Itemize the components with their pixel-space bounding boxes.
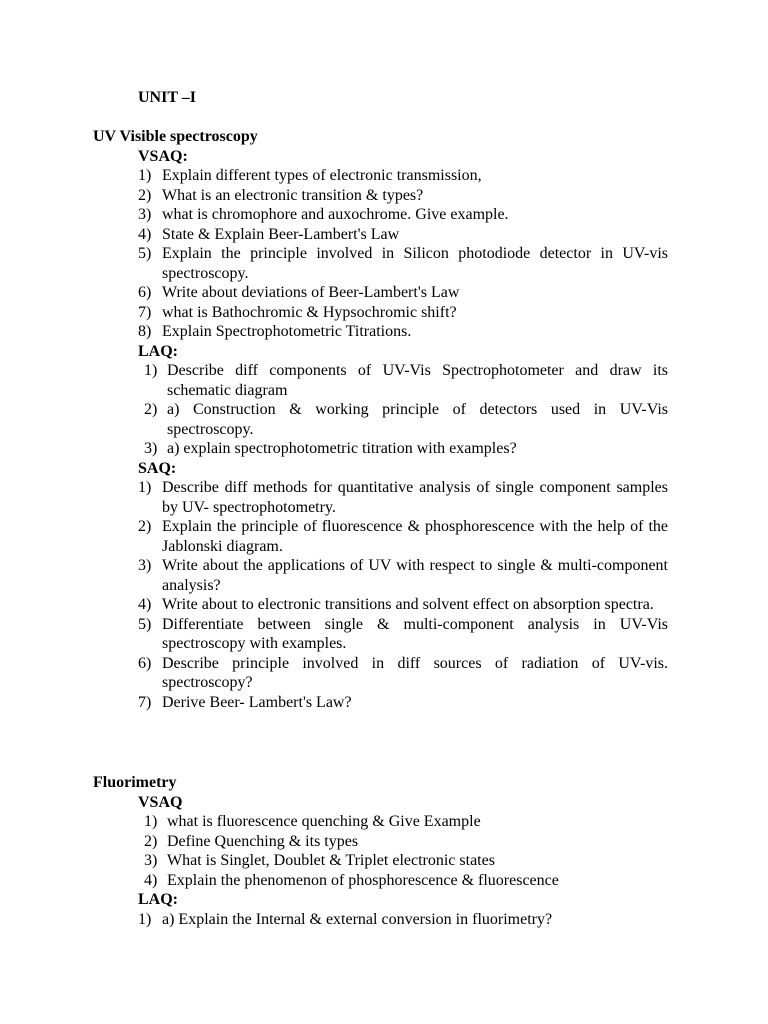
item-number: 7) xyxy=(138,303,152,321)
item-text: what is fluorescence quenching & Give Example xyxy=(167,813,481,830)
list-item xyxy=(138,225,668,245)
item-number: 1) xyxy=(138,167,152,184)
item-text: Write about to electronic transitions and solvent effect on absorption spectra. xyxy=(162,596,654,613)
item-number: 2) xyxy=(138,518,152,535)
list-item xyxy=(138,693,668,713)
item-text: Explain the principle of fluorescence & phosphorescence with the help of the Jablonski diagram. xyxy=(162,518,668,555)
item-text: Explain Spectrophotometric Titrations. xyxy=(162,323,412,340)
item-number: 5) xyxy=(138,615,152,633)
item-text: Derive Beer- Lambert's Law? xyxy=(162,693,352,711)
question-list xyxy=(138,910,668,930)
item-text: Describe diff components of UV-Vis Spectrophotometer and draw its schematic diagram xyxy=(167,362,668,399)
list-item xyxy=(144,361,668,400)
item-text: what is chromophore and auxochrome. Give example. xyxy=(162,206,509,223)
list-item xyxy=(138,303,668,323)
item-number: 1) xyxy=(144,813,158,830)
item-text: Write about deviations of Beer-Lambert's Law xyxy=(162,284,460,301)
list-item xyxy=(138,322,668,342)
item-number: 8) xyxy=(138,323,152,340)
item-number: 5) xyxy=(138,245,152,262)
item-number: 1) xyxy=(138,479,152,496)
item-text: Explain the principle involved in Silicon photodiode detector in UV-vis spectroscopy. xyxy=(162,245,668,282)
item-number: 6) xyxy=(138,654,152,672)
section-title: Fluorimetry xyxy=(93,774,177,791)
item-number: 6) xyxy=(138,284,152,301)
item-number: 3) xyxy=(144,852,158,869)
question-list xyxy=(138,166,668,342)
list-item xyxy=(144,812,668,832)
item-number: 3) xyxy=(138,206,152,223)
item-text: a) Explain the Internal & external conversion in fluorimetry? xyxy=(162,910,553,928)
item-text: Differentiate between single & multi-component analysis in UV-Vis spectroscopy with examples. xyxy=(162,615,668,652)
item-number: 1) xyxy=(138,910,152,928)
list-item xyxy=(138,244,668,283)
item-number: 3) xyxy=(138,557,152,574)
list-item xyxy=(138,910,668,930)
item-number: 4) xyxy=(144,871,158,889)
item-number: 4) xyxy=(138,596,152,613)
list-item xyxy=(138,478,668,517)
item-text: What is Singlet, Doublet & Triplet electronic states xyxy=(167,852,495,869)
question-list xyxy=(144,361,668,459)
list-item xyxy=(144,400,668,439)
question-group-heading: VSAQ: xyxy=(138,147,188,165)
item-text: a) Construction & working principle of detectors used in UV-Vis spectroscopy. xyxy=(167,401,668,438)
item-number: 4) xyxy=(138,225,152,243)
item-number: 7) xyxy=(138,693,152,711)
question-group-heading: LAQ: xyxy=(138,891,178,908)
list-item xyxy=(138,654,668,693)
item-text: State & Explain Beer-Lambert's Law xyxy=(162,225,400,243)
item-text: what is Bathochromic & Hypsochromic shift? xyxy=(162,303,457,321)
section-title: UV Visible spectroscopy xyxy=(93,128,258,145)
list-item xyxy=(138,283,668,303)
list-item xyxy=(138,556,668,595)
list-item xyxy=(138,166,668,186)
list-item xyxy=(138,615,668,654)
list-item xyxy=(144,871,668,891)
section-fluorimetry xyxy=(93,773,693,929)
item-number: 2) xyxy=(138,186,152,204)
item-number: 3) xyxy=(144,440,158,457)
item-text: Write about the applications of UV with respect to single & multi-component analysis? xyxy=(162,557,668,594)
item-number: 2) xyxy=(144,832,158,850)
list-item xyxy=(144,832,668,852)
question-group-heading: SAQ: xyxy=(138,459,177,477)
item-text: Explain the phenomenon of phosphorescence & fluorescence xyxy=(167,871,559,889)
item-text: What is an electronic transition & types? xyxy=(162,186,424,204)
item-text: Explain different types of electronic transmission, xyxy=(162,167,482,184)
unit-title: UNIT –I xyxy=(138,89,196,106)
item-text: a) explain spectrophotometric titration with examples? xyxy=(167,440,517,457)
list-item xyxy=(138,186,668,206)
item-text: Describe principle involved in diff sources of radiation of UV-vis. spectroscopy? xyxy=(162,654,668,691)
list-item xyxy=(138,205,668,225)
list-item xyxy=(144,439,668,459)
question-list xyxy=(144,812,668,890)
item-text: Define Quenching & its types xyxy=(167,832,359,850)
section-uv-visible xyxy=(93,127,693,712)
list-item xyxy=(138,517,668,556)
item-number: 1) xyxy=(144,362,158,379)
list-item xyxy=(144,851,668,871)
list-item xyxy=(138,595,668,615)
item-number: 2) xyxy=(144,401,158,418)
question-list xyxy=(138,478,668,712)
question-group-heading: LAQ: xyxy=(138,342,178,360)
item-text: Describe diff methods for quantitative analysis of single component samples by UV- spectrophotometry. xyxy=(162,479,668,516)
question-group-heading: VSAQ xyxy=(138,793,183,811)
